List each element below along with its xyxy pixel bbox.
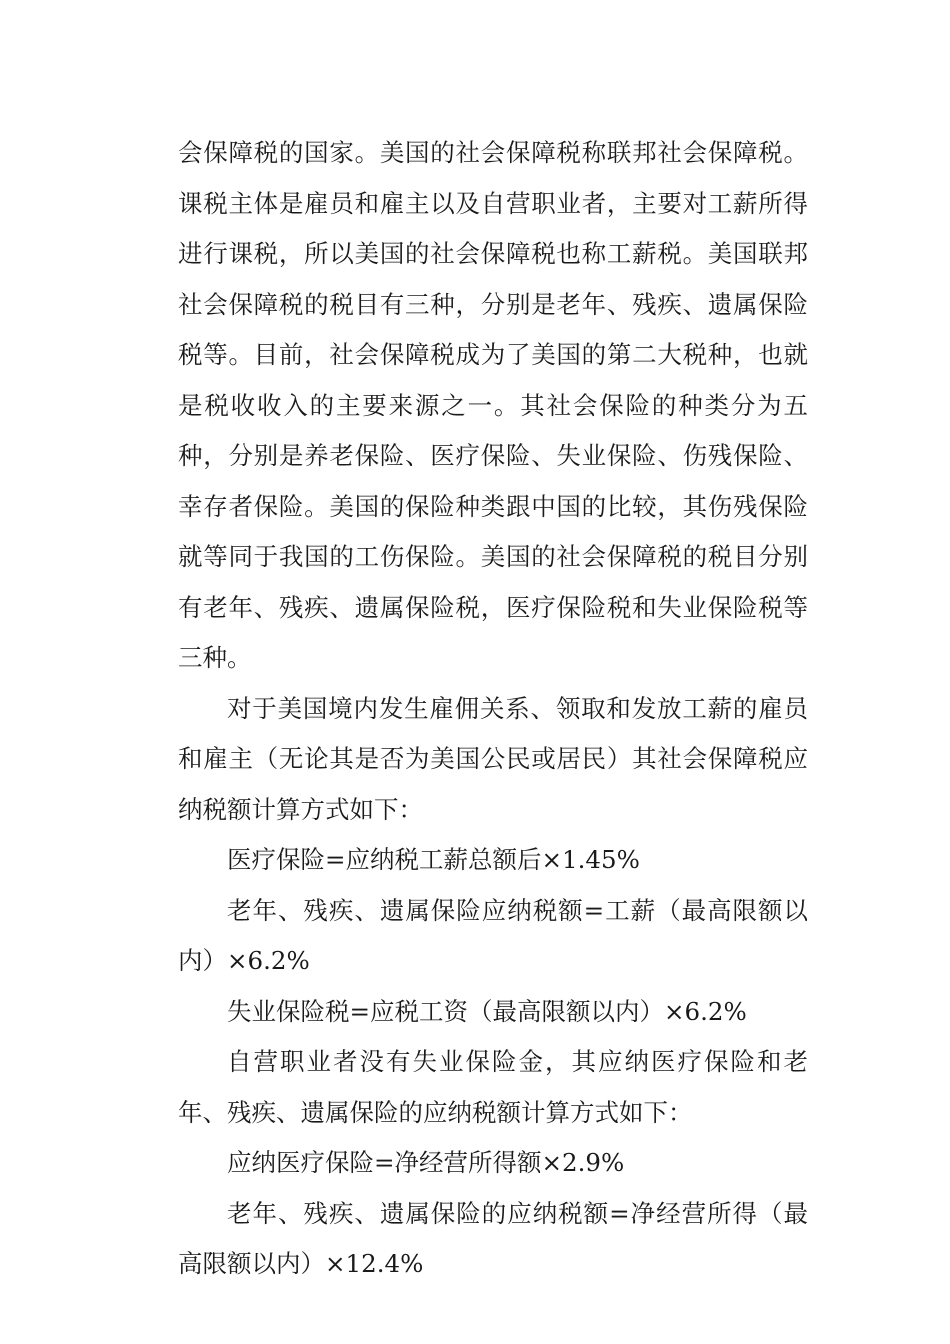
- formula-medical-insurance: 医疗保险=应纳税工薪总额后×1.45%: [227, 845, 640, 874]
- formula-old-age-disability-survivor: 老年、残疾、遗属保险应纳税额=工薪（最高限额以内）×6.2%: [178, 895, 808, 975]
- paragraph-self-employed-intro: 自营职业者没有失业保险金，其应纳医疗保险和老年、残疾、遗属保险的应纳税额计算方式如下：: [178, 1047, 808, 1127]
- formula-self-employed-old-age: 老年、残疾、遗属保险的应纳税额=净经营所得（最高限额以内）×12.4%: [178, 1198, 808, 1278]
- paragraph-social-security-overview: 会保障税的国家。美国的社会保障税称联邦社会保障税。课税主体是雇员和雇主以及自营职业者，主要对工薪所得进行课税，所以美国的社会保障税也称工薪税。美国联邦社会保障税的税目有三种，分别是老年、残疾、遗属保险税等。目前，社会保障税成为了美国的第二大税种，也就是税收收入的主要来源之一。其社会保险的种类分为五种，分别是养老保险、医疗保险、失业保险、伤残保险、幸存者保险。美国的保险种类跟中国的比较，其伤残保险就等同于我国的工伤保险。美国的社会保障税的税目分别有老年、残疾、遗属保险税，医疗保险税和失业保险税等三种。: [178, 138, 808, 672]
- formula-self-employed-medical: 应纳医疗保险=净经营所得额×2.9%: [227, 1148, 625, 1177]
- formula-unemployment-insurance: 失业保险税=应税工资（最高限额以内）×6.2%: [227, 996, 747, 1026]
- document-body: [178, 128, 808, 1290]
- paragraph-employee-employer-intro: 对于美国境内发生雇佣关系、领取和发放工薪的雇员和雇主（无论其是否为美国公民或居民）其社会保障税应纳税额计算方式如下：: [178, 693, 808, 824]
